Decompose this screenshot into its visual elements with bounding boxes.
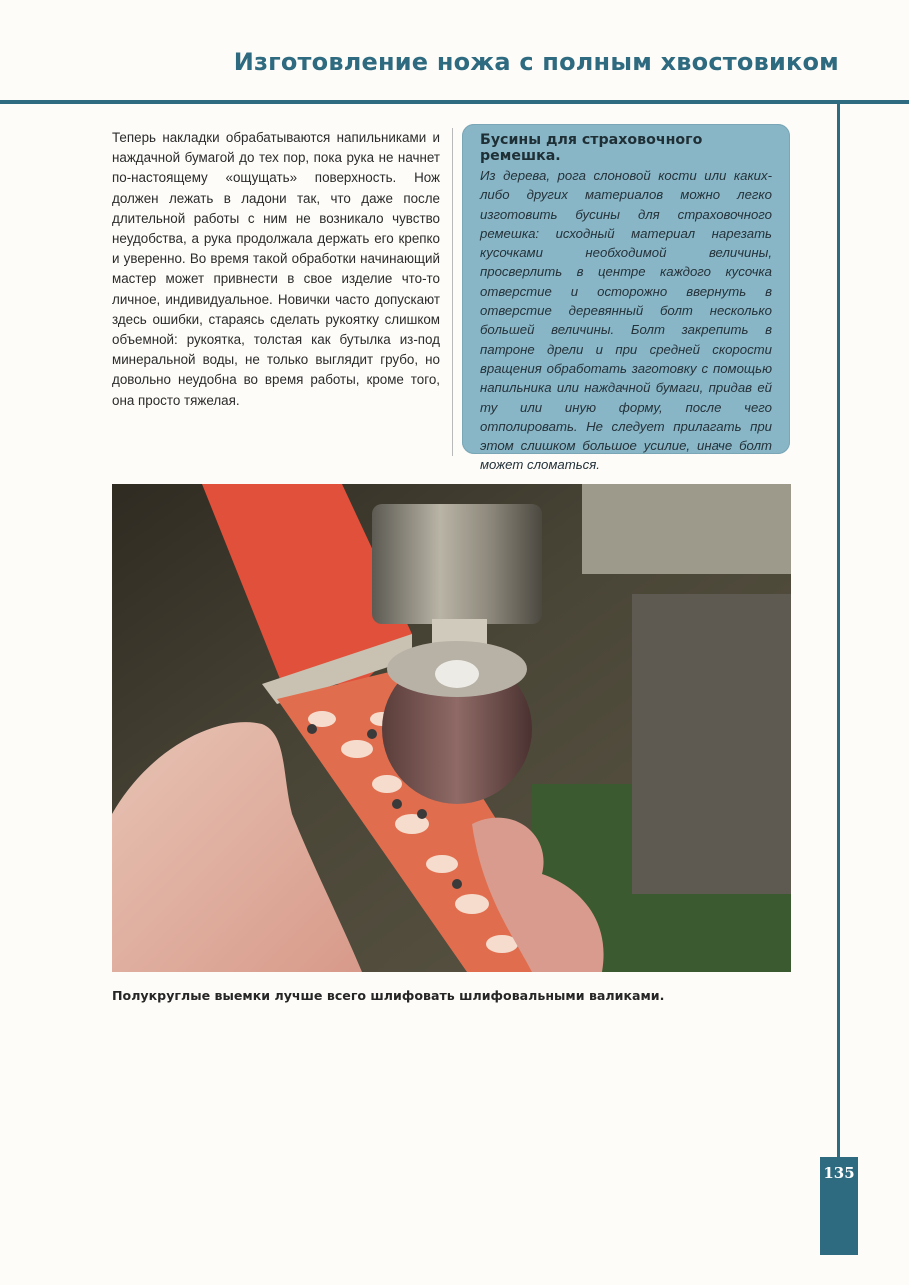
page-number: 135 [823, 1164, 855, 1182]
photo-drum-nut [435, 660, 479, 688]
header-rule [0, 100, 909, 104]
photo-drill-chuck [372, 504, 542, 624]
sidebar-title: Бусины для страховочного ремешка. [480, 132, 703, 164]
sidebar-box [462, 124, 790, 473]
figure-caption: Полукруглые выемки лучше всего шлифовать шлифовальными валиками. [112, 988, 665, 1003]
right-margin-rule [837, 100, 840, 1170]
column-divider [452, 128, 453, 456]
photo-top-right-light [582, 484, 791, 574]
page-number-tab [820, 1157, 858, 1255]
sidebar-text: Из дерева, рога слоновой кости или каких-либо других материалов можно легко изготовить бусины для страховочного ремешка: исходный материал нарезать кусочками необходимой величины, просверлить в центре каждого кусочка отверстие и осторожно ввернуть в отверстие деревянный болт несколько большей величины. Болт закрепить в патроне дрели и при средней скорости вращения обработать заготовку с помощью напильника или наждачной бумаги, придав ей ту или иную форму, после чего отполировать. Не следует прилагать при этом слишком большое усилие, иначе болт может сломаться. [480, 168, 772, 473]
body-text: Теперь накладки обрабатываются напильниками и наждачной бумагой до тех пор, пока рука не начнет по-настоящему «ощущать» поверхность. Нож должен лежать в ладони так, что даже после длительной работы с ним не возникало чувство неудобства, а рука продолжала держать его крепко и уверенно. Во время такой обработки начинающий мастер может привнести в свое изделие что-то личное, индивидуальное. Новички часто допускают здесь ошибки, стараясь сделать рукоятку слишком объемной: рукоятка, толстая как бутылка из-под минеральной воды, не только выглядит грубо, но довольно неудобна во время работы, кроме того, она просто тяжелая. [112, 130, 440, 408]
photo-drill-sanding-handle [112, 484, 791, 972]
photo-right-machine [632, 594, 791, 894]
page-title: Изготовление ножа с полным хвостовиком [233, 48, 839, 76]
